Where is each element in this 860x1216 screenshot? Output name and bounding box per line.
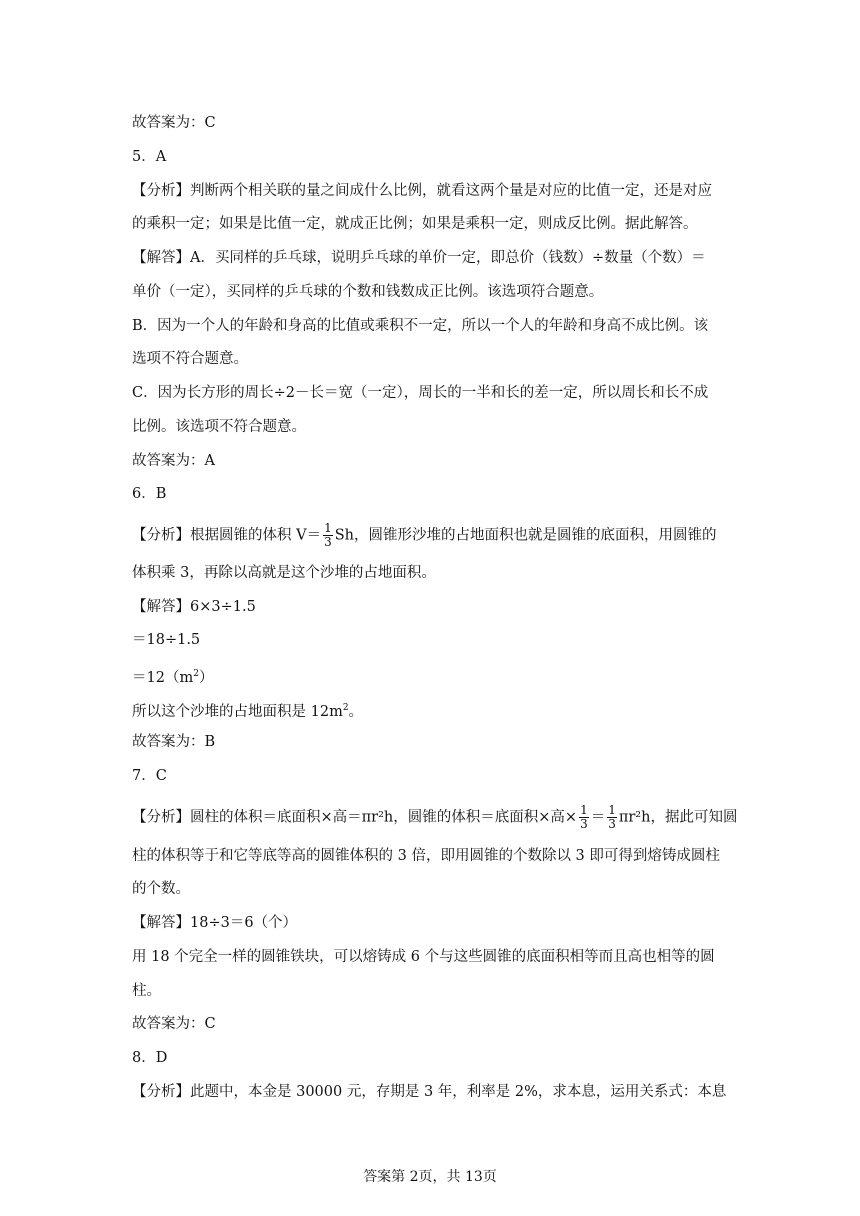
text-line: 的个数。 [132,881,190,897]
text-segment: ） [198,669,214,686]
text-line: 【分析】判断两个相关联的量之间成什么比例，就看这两个量是对应的比值一定，还是对应 [132,183,712,199]
unit-symbol: m [179,669,194,686]
text-line: B．因为一个人的年龄和身高的比值或乘积不一定，所以一个人的年龄和身高不成比例。该 [132,318,709,334]
text-segment: 所以这个沙堆的占地面积是 12 [132,703,330,720]
text-line: ＝18÷1.5 [132,632,201,648]
question-number: 6．B [132,486,167,502]
text-segment: Sh，圆锥形沙堆的占地面积也就是圆锥的底面积，用圆锥的 [334,527,717,544]
unit-exponent: 2 [193,669,199,679]
text-line: 用 18 个完全一样的圆锥铁块，可以熔铸成 6 个与这些圆锥的底面积相等而且高也相等的圆 [132,949,715,965]
text-line: 【解答】A．买同样的乒乓球，说明乒乓球的单价一定，即总价（钱数）÷数量（个数）＝ [132,250,706,266]
text-segment: 。 [348,703,364,720]
text-segment: 【分析】圆柱的体积＝底面积×高＝πr²h，圆锥的体积＝底面积×高× [132,809,578,826]
fraction [607,804,617,831]
unit [329,704,348,720]
fraction-numerator: 1 [324,521,332,535]
unit-exponent: 2 [342,703,349,713]
text-line: 故答案为：A [132,453,215,469]
page-footer: 答案第 2页，共 13页 [363,1169,497,1185]
text-line: 比例。该选项不符合题意。 [132,419,306,435]
fraction [579,804,589,831]
text-line: 故答案为：C [132,1016,216,1032]
text-line: 【分析】此题中，本金是 30000 元，存期是 3 年，利率是 2%，求本息，运用关系式：本息 [132,1084,727,1100]
fraction-denominator: 3 [608,817,616,831]
question-number: 8．D [132,1050,168,1066]
text-line: 【解答】6×3÷1.5 [132,599,256,615]
text-line: 故答案为：C [132,115,216,131]
text-line: 【解答】18÷3＝6（个） [132,915,298,931]
text-line [132,698,363,722]
fraction-numerator: 1 [580,803,588,817]
question-number: 5．A [132,149,167,165]
text-line: 柱的体积等于和它等底等高的圆锥体积的 3 倍，即用圆锥的个数除以 3 即可得到熔铸成圆柱 [132,848,720,864]
text-line: 体积乘 3，再除以高就是这个沙堆的占地面积。 [132,565,436,581]
text-line: 的乘积一定；如果是比值一定，就成正比例；如果是乘积一定，则成反比例。据此解答。 [132,216,698,232]
text-line [132,522,717,549]
text-line: 选项不符合题意。 [132,351,248,367]
fraction [323,522,333,549]
text-line: C．因为长方形的周长÷2－长＝宽（一定），周长的一半和长的差一定，所以周长和长不成 [132,385,709,401]
text-line: 单价（一定），买同样的乒乓球的个数和钱数成正比例。该选项符合题意。 [132,284,604,300]
text-segment: πr²h，据此可知圆 [618,809,738,826]
text-line: 故答案为：B [132,734,216,750]
text-segment: ＝12（ [132,669,180,686]
question-number: 7．C [132,768,167,784]
text-segment: 【分析】根据圆锥的体积 V＝ [132,527,322,544]
fraction-denominator: 3 [324,535,332,549]
fraction-denominator: 3 [580,817,588,831]
text-line [132,804,737,831]
unit-symbol: m [329,703,343,720]
text-line: 柱。 [132,983,161,999]
text-line [132,664,213,688]
text-segment: ＝ [590,809,606,826]
unit [179,670,198,686]
fraction-numerator: 1 [608,803,616,817]
